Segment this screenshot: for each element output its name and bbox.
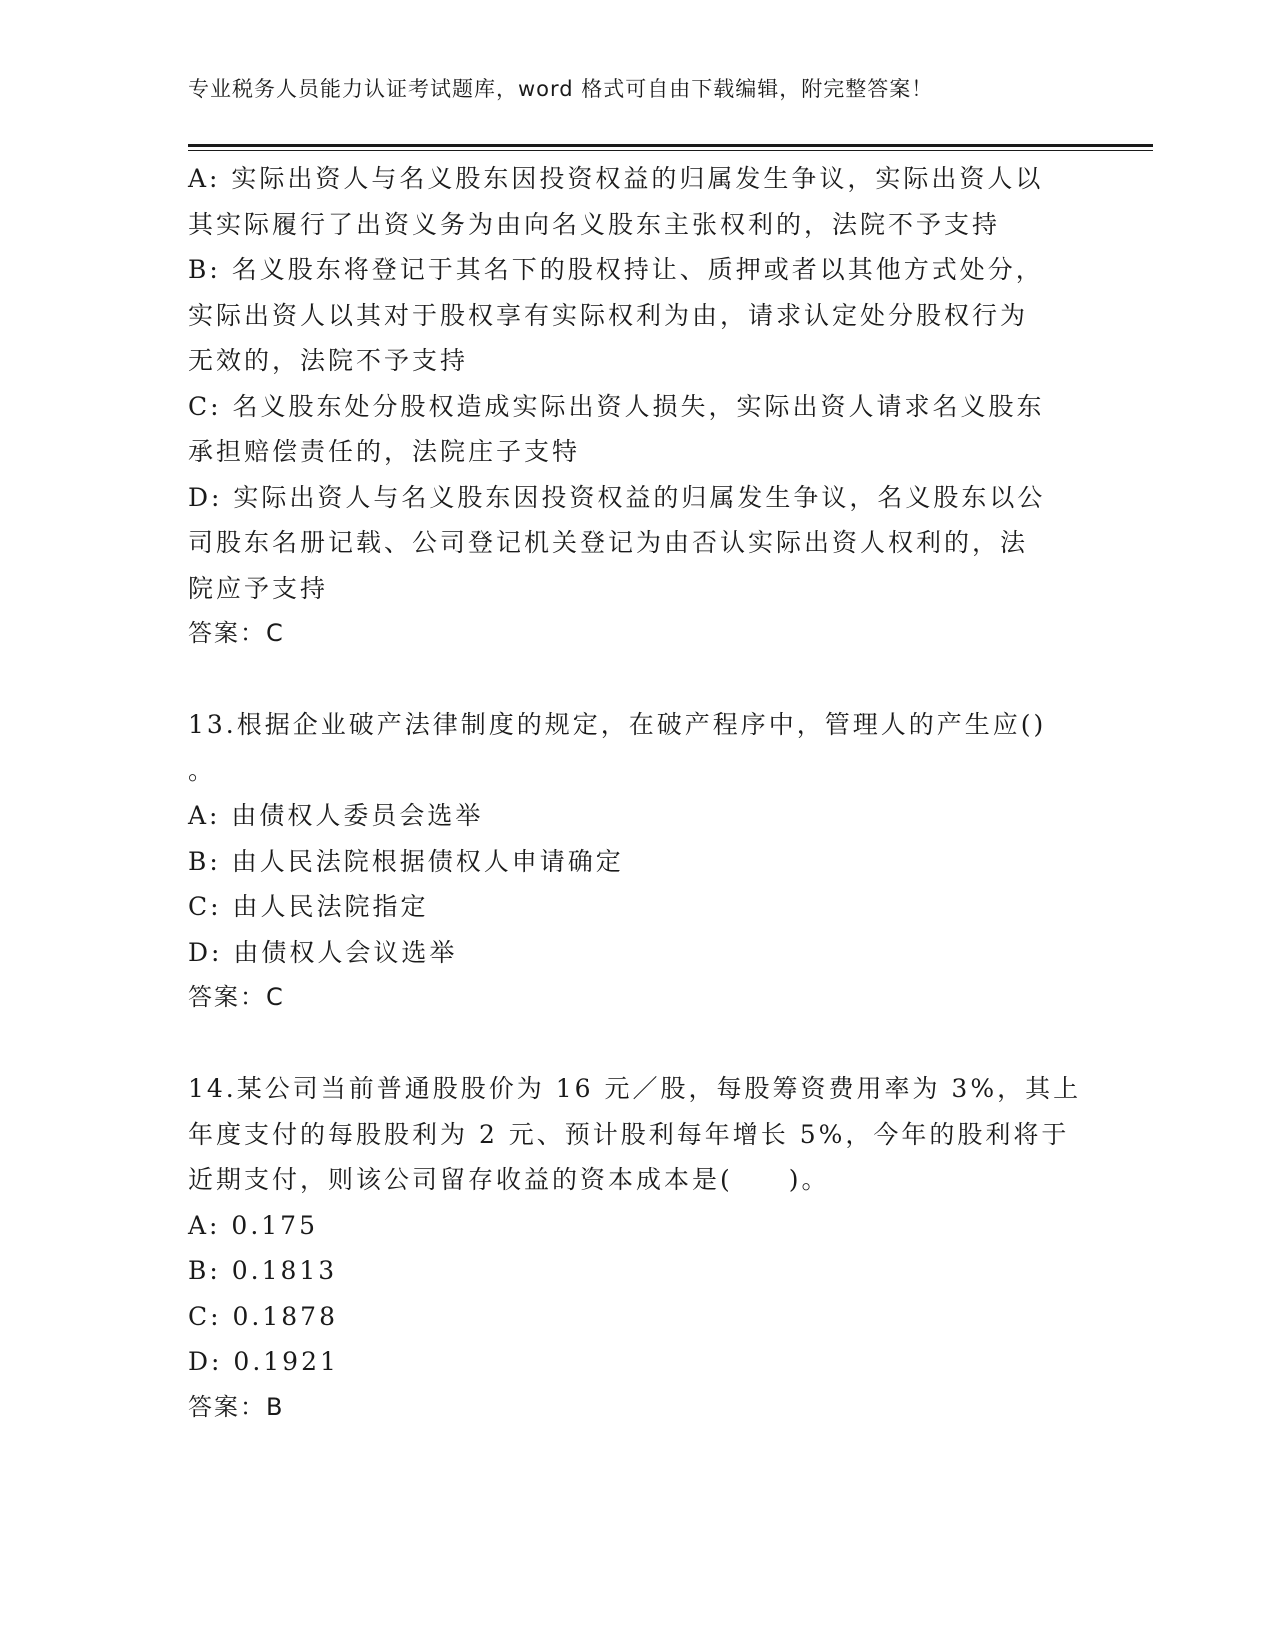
q13-option-d: D: 由债权人会议选举	[188, 937, 458, 967]
page-header: 专业税务人员能力认证考试题库，word 格式可自由下载编辑，附完整答案！	[188, 77, 934, 101]
text-line: 14.某公司当前普通股股价为 16 元／股，每股筹资费用率为 3%，其上	[188, 1074, 1082, 1103]
q13-option-c: C: 由人民法院指定	[188, 892, 429, 921]
text-line: 承担赔偿责任的，法院庄子支特	[188, 437, 581, 466]
q14-option-b: B: 0.1813	[188, 1256, 338, 1285]
spacer	[188, 1021, 1088, 1067]
q12-option-b	[188, 247, 1088, 384]
q12-option-a	[188, 156, 1088, 247]
text-line: 。	[188, 755, 217, 785]
q14-option-d: D: 0.1921	[188, 1347, 339, 1376]
q14-option-a: A: 0.175	[188, 1210, 318, 1240]
q13-stem	[188, 702, 1088, 793]
q14-stem	[188, 1066, 1088, 1203]
text-line: 年度支付的每股股利为 2 元、预计股利每年增长 5%，今年的股利将于	[188, 1119, 1070, 1149]
q12-option-c	[188, 384, 1088, 475]
text-line: B: 名义股东将登记于其名下的股权持让、质押或者以其他方式处分，	[188, 255, 1044, 284]
q13-option-b: B: 由人民法院根据债权人申请确定	[188, 846, 624, 876]
q13-answer: 答案：C	[188, 983, 285, 1011]
header-rule-thick	[188, 144, 1153, 147]
document-body	[188, 156, 1088, 1430]
text-line: 其实际履行了出资义务为由向名义股东主张权利的，法院不予支持	[188, 209, 1001, 239]
text-line: 13.根据企业破产法律制度的规定，在破产程序中，管理人的产生应()	[188, 710, 1047, 739]
text-line: 无效的，法院不予支持	[188, 346, 469, 375]
q14-option-c: C: 0.1878	[188, 1301, 338, 1331]
text-line: C: 名义股东处分股权造成实际出资人损失，实际出资人请求名义股东	[188, 391, 1045, 421]
text-line: A: 实际出资人与名义股东因投资权益的归属发生争议，实际出资人以	[188, 164, 1044, 193]
text-line: D: 实际出资人与名义股东因投资权益的归属发生争议，名义股东以公	[188, 482, 1046, 512]
q13-option-a: A: 由债权人委员会选举	[188, 801, 484, 830]
text-line: 司股东名册记载、公司登记机关登记为由否认实际出资人权利的，法	[188, 528, 1029, 557]
q14-answer: 答案：B	[188, 1392, 285, 1421]
text-line: 近期支付，则该公司留存收益的资本成本是( )。	[188, 1165, 830, 1194]
q12-answer: 答案：C	[188, 619, 285, 647]
q12-option-d	[188, 475, 1088, 612]
text-line: 院应予支持	[188, 573, 329, 603]
spacer	[188, 657, 1088, 703]
header-rule-thin	[188, 150, 1153, 151]
text-line: 实际出资人以其对于股权享有实际权利为由，请求认定处分股权行为	[188, 300, 1029, 330]
